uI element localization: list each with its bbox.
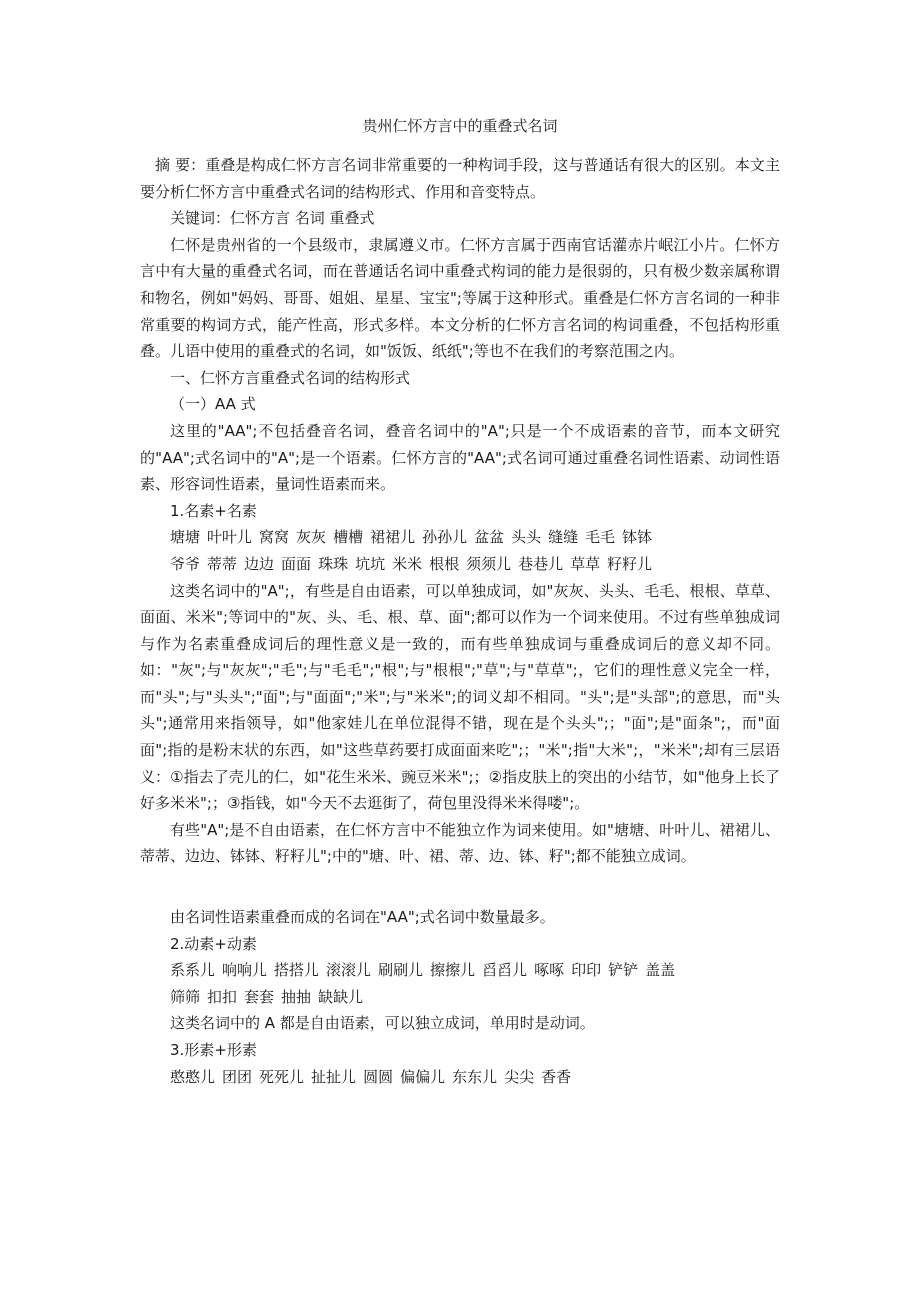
word-item: 响响儿 — [222, 961, 268, 980]
word-item: 偏偏儿 — [400, 1067, 446, 1086]
abstract-paragraph: 摘 要：重叠是构成仁怀方言名词非常重要的一种构词手段，这与普通话有很大的区别。本文主要分析仁怀方言中重叠式名词的结构形式、作用和音变特点。 — [140, 156, 780, 201]
word-item: 套套 — [244, 987, 275, 1006]
intro-paragraph: 仁怀是贵州省的一个县级市，隶属遵义市。仁怀方言属于西南官话灌赤片岷江小片。仁怀方言中有大量的重叠式名词，而在普通话名词中重叠式构词的能力是很弱的，只有极少数亲属称谓和物名，例如"妈妈、哥哥、姐姐、星星、宝宝";等属于这种形式。重叠是仁怀方言名词的一种非常重要的构词方式，能产性高，形式多样。本文分析的仁怀方言名词的构词重叠，不包括构形重叠。儿语中使用的重叠式的名词，如"饭饭、纸纸";等也不在我们的考察范围之内。 — [140, 235, 780, 361]
body-paragraph: 这类名词中的"A";，有些是自由语素，可以单独成词，如"灰灰、头头、毛毛、根根、草草、面面、米米";等词中的"灰、头、毛、根、草、面";都可以作为一个词来使用。不过有些单独成词与作为名素重叠成词后的理性意义是一致的，而有些单独成词与重叠成词后的意义却不同。如："灰";与"灰灰";"毛";与"毛毛";"根";与"根根";"草";与"草草";，它们的理性意义完全一样，而"头";与"头头";"面";与"面面";"米";与"米米";的词义却不相同。"头";是"头部";的意思，而"头头";通常用来指领导，如"他家娃儿在单位混得不错，现在是个头头";；"面";是"面条";，而"面面";指的是粉末状的东西，如"这些草药要打成面面来吃";；"米";指"大米";，"米米";却有三层语义：①指去了壳儿的仁，如"花生米米、豌豆米米";；②指皮肤上的突出的小结节，如"他身上长了好多米米";；③指钱，如"今天不去逛街了，荷包里没得米米得喽";。 — [140, 581, 780, 813]
word-item: 裙裙儿 — [370, 528, 416, 547]
document-body — [140, 152, 780, 1090]
word-item: 系系儿 — [170, 961, 216, 980]
word-item: 叶叶儿 — [207, 528, 253, 547]
word-item: 缝缝 — [548, 528, 579, 547]
body-paragraph: 这类名词中的 A 都是自由语素，可以独立成词，单用时是动词。 — [170, 1014, 595, 1033]
word-list-line — [140, 551, 780, 578]
word-item: 根根 — [429, 554, 460, 573]
word-item: 搭搭儿 — [274, 961, 320, 980]
item-heading: 1.名素+名素 — [170, 501, 257, 520]
word-item: 印印 — [571, 961, 602, 980]
keywords-line: 关键词：仁怀方言 名词 重叠式 — [170, 209, 375, 228]
word-item: 头头 — [511, 528, 542, 547]
word-item: 边边 — [244, 554, 275, 573]
word-item: 须须儿 — [466, 554, 512, 573]
aa-intro-paragraph: 这里的"AA";不包括叠音名词，叠音名词中的"A";只是一个不成语素的音节，而本文研究的"AA";式名词中的"A";是一个语素。仁怀方言的"AA";式名词可通过重叠名词性语素、动词性语素、形容词性语素，量词性语素而来。 — [140, 421, 780, 494]
word-list-line — [140, 524, 780, 551]
word-item: 盖盖 — [645, 961, 676, 980]
word-item: 珠珠 — [318, 554, 349, 573]
word-item: 尖尖 — [504, 1067, 535, 1086]
word-item: 抽抽 — [281, 987, 312, 1006]
body-paragraph: 由名词性语素重叠而成的名词在"AA";式名词中数量最多。 — [170, 908, 555, 927]
word-item: 圆圆 — [363, 1067, 394, 1086]
body-paragraph: 有些"A";是不自由语素，在仁怀方言中不能独立作为词来使用。如"塘塘、叶叶儿、裙裙儿、蒂蒂、边边、钵钵、籽籽儿";中的"塘、叶、裙、蒂、边、钵、籽";都不能独立成词。 — [140, 820, 780, 866]
word-item: 籽籽儿 — [607, 554, 653, 573]
word-item: 毛毛 — [585, 528, 616, 547]
word-item: 啄啄 — [534, 961, 565, 980]
word-list-line — [140, 1064, 780, 1091]
word-item: 缺缺儿 — [318, 987, 364, 1006]
word-item: 盆盆 — [474, 528, 505, 547]
word-list-line — [140, 957, 780, 984]
word-item: 香香 — [541, 1067, 572, 1086]
word-item: 爷爷 — [170, 554, 201, 573]
word-item: 米米 — [392, 554, 423, 573]
word-item: 蒂蒂 — [207, 554, 238, 573]
word-item: 扯扯儿 — [311, 1067, 357, 1086]
word-item: 坑坑 — [355, 554, 386, 573]
item-heading: 3.形素+形素 — [170, 1041, 257, 1059]
word-item: 铲铲 — [608, 961, 639, 980]
word-item: 筛筛 — [170, 987, 201, 1006]
word-item: 面面 — [281, 554, 312, 573]
word-item: 死死儿 — [259, 1067, 305, 1086]
section-heading: 一、仁怀方言重叠式名词的结构形式 — [170, 368, 411, 387]
word-item: 草草 — [570, 554, 601, 573]
word-item: 钵钵 — [622, 528, 653, 547]
word-item: 灰灰 — [296, 528, 327, 547]
word-item: 团团 — [222, 1067, 253, 1086]
word-item: 憨憨儿 — [170, 1067, 216, 1086]
word-item: 槽槽 — [333, 528, 364, 547]
word-item: 扣扣 — [207, 987, 238, 1006]
word-item: 刷刷儿 — [378, 961, 424, 980]
subsection-heading: （一）AA 式 — [170, 395, 256, 414]
item-heading: 2.动素+动素 — [170, 934, 257, 953]
word-item: 窝窝 — [259, 528, 290, 547]
document-title: 贵州仁怀方言中的重叠式名词 — [362, 117, 558, 135]
word-item: 孙孙儿 — [422, 528, 468, 547]
word-item: 塘塘 — [170, 528, 201, 547]
word-item: 舀舀儿 — [482, 961, 528, 980]
word-item: 巷巷儿 — [518, 554, 564, 573]
word-item: 东东儿 — [452, 1067, 498, 1086]
word-list-line — [140, 984, 780, 1011]
spacer — [140, 870, 780, 904]
word-item: 擦擦儿 — [430, 961, 476, 980]
word-item: 滚滚儿 — [326, 961, 372, 980]
